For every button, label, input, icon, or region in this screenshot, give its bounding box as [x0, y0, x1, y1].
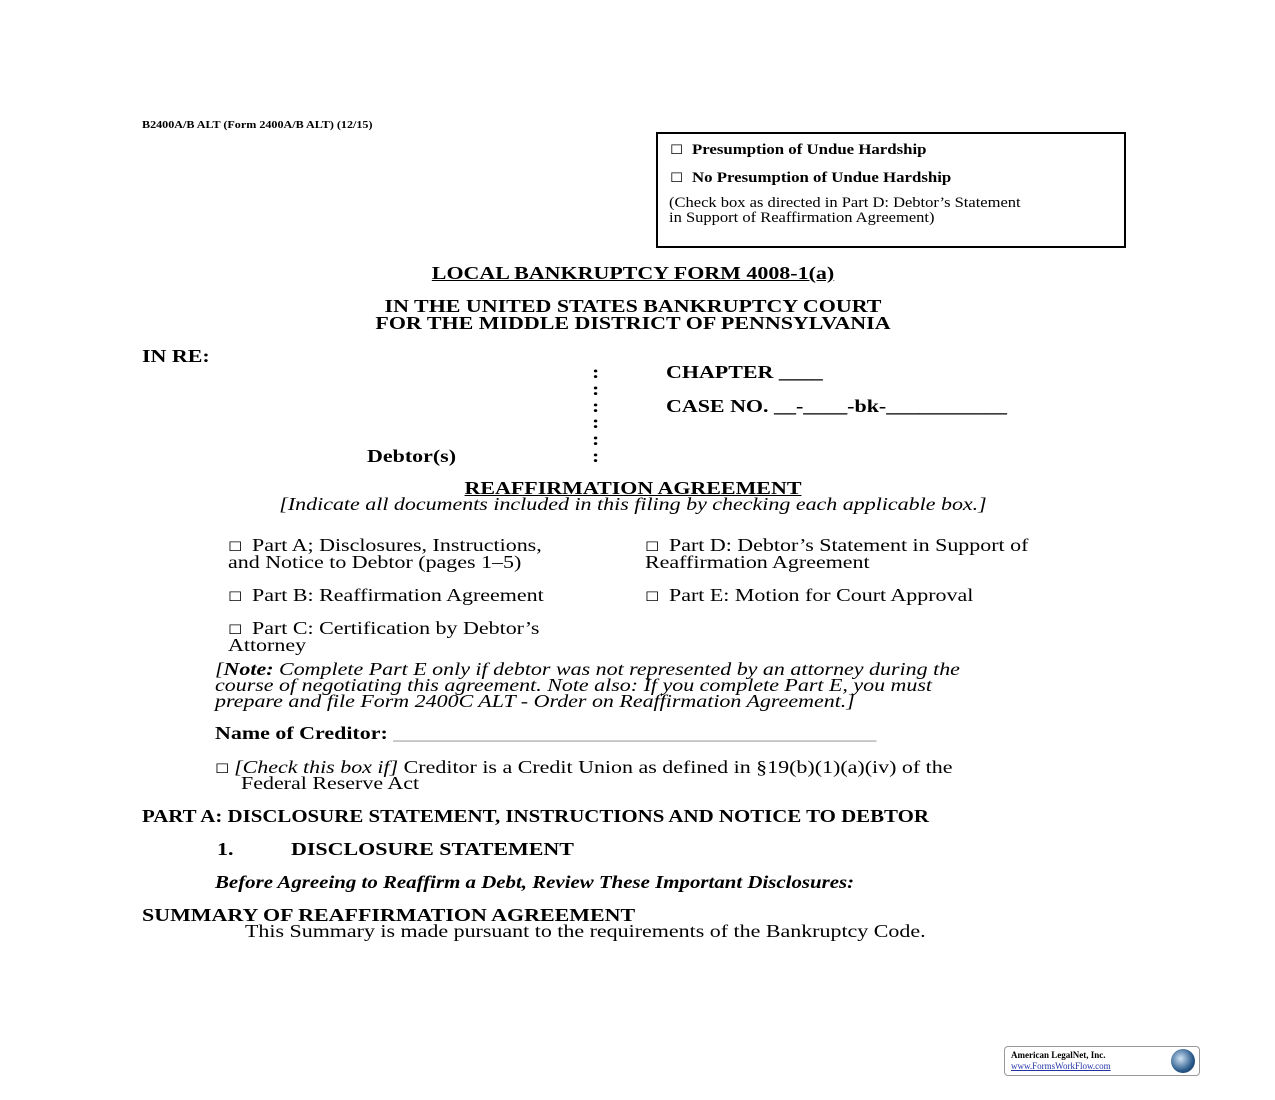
checkbox-icon[interactable]: ☐	[670, 171, 684, 186]
checkbox-icon[interactable]: ☐	[645, 540, 660, 555]
colon: :	[592, 412, 600, 432]
american-legalnet-logo[interactable]	[1004, 1046, 1200, 1076]
part-d-label-2: Reaffirmation Agreement	[645, 552, 870, 572]
part-b-label: Part B: Reaffirmation Agreement	[251, 585, 544, 605]
note-line-2: course of negotiating this agreement. Note also: If you complete Part E, you must	[215, 675, 933, 695]
part-a-label-2: and Notice to Debtor (pages 1–5)	[228, 552, 522, 572]
presumption-label: Presumption of Undue Hardship	[692, 142, 927, 158]
local-form-title: LOCAL BANKRUPTCY FORM 4008-1(a)	[431, 263, 835, 283]
no-presumption-label: No Presumption of Undue Hardship	[692, 170, 952, 186]
checkbox-icon[interactable]: ☐	[645, 590, 660, 605]
part-a-heading: PART A: DISCLOSURE STATEMENT, INSTRUCTIONS AND NOTICE TO DEBTOR	[142, 806, 929, 826]
court-line-1: IN THE UNITED STATES BANKRUPTCY COURT	[384, 296, 882, 316]
credit-union-text-2: Federal Reserve Act	[241, 773, 420, 793]
globe-icon	[1171, 1049, 1195, 1073]
summary-text: This Summary is made pursuant to the requirements of the Bankruptcy Code.	[245, 921, 926, 941]
part-a-label: Part A; Disclosures, Instructions,	[251, 535, 542, 555]
form-id: B2400A/B ALT (Form 2400A/B ALT) (12/15)	[142, 119, 373, 131]
part-c-label: Part C: Certification by Debtor’s	[251, 618, 540, 638]
creditor-name-field[interactable]: ____________________________________________	[393, 723, 877, 743]
hardship-note-2: in Support of Reaffirmation Agreement)	[669, 210, 935, 226]
note-text: Complete Part E only if debtor was not represented by an attorney during the	[273, 659, 960, 679]
credit-union-italic: [Check this box if]	[234, 757, 399, 777]
chapter-field[interactable]: CHAPTER ____	[666, 362, 823, 382]
colon: :	[592, 362, 600, 382]
colon: :	[592, 396, 600, 416]
part-d-label: Part D: Debtor’s Statement in Support of	[668, 535, 1029, 555]
debtor-label: Debtor(s)	[367, 446, 457, 466]
note-line-3: prepare and file Form 2400C ALT - Order on Reaffirmation Agreement.]	[215, 691, 855, 711]
part-e-label: Part E: Motion for Court Approval	[668, 585, 974, 605]
note-label: Note:	[223, 659, 274, 679]
part-e-option[interactable]	[645, 587, 973, 606]
credit-union-text: Creditor is a Credit Union as defined in §19(b)(1)(a)(iv) of the	[398, 757, 953, 777]
presumption-option[interactable]	[670, 142, 926, 159]
logo-url[interactable]: www.FormsWorkFlow.com	[1011, 1061, 1111, 1071]
section-number: 1.	[217, 839, 234, 859]
creditor-row	[215, 725, 876, 741]
note-line-1: [Note: Complete Part E only if debtor was not represented by an attorney during the	[215, 659, 960, 679]
logo-company: American LegalNet, Inc.	[1011, 1050, 1106, 1060]
part-c-label-2: Attorney	[228, 635, 307, 655]
colon: :	[592, 379, 600, 399]
agreement-title: REAFFIRMATION AGREEMENT	[464, 478, 802, 498]
court-line-2: FOR THE MIDDLE DISTRICT OF PENNSYLVANIA	[375, 313, 891, 333]
hardship-note-1: (Check box as directed in Part D: Debtor’s Statement	[669, 195, 1021, 211]
checkbox-icon[interactable]: ☐	[228, 540, 243, 555]
instruction: [Indicate all documents included in this filing by checking each applicable box.]	[279, 494, 987, 514]
checkbox-icon[interactable]: ☐	[215, 762, 230, 777]
case-number-field[interactable]: CASE NO. __-____-bk-___________	[666, 396, 1008, 416]
part-b-option[interactable]	[228, 587, 544, 606]
colon: :	[592, 446, 600, 466]
disclosure-intro: Before Agreeing to Reaffirm a Debt, Review These Important Disclosures:	[215, 872, 855, 892]
checkbox-icon[interactable]: ☐	[228, 623, 243, 638]
in-re: IN RE:	[142, 346, 210, 366]
colon: :	[592, 429, 600, 449]
checkbox-icon[interactable]: ☐	[670, 143, 684, 158]
summary-heading: SUMMARY OF REAFFIRMATION AGREEMENT	[142, 905, 636, 925]
creditor-label: Name of Creditor:	[215, 723, 388, 743]
no-presumption-option[interactable]	[670, 170, 951, 187]
section-title: DISCLOSURE STATEMENT	[291, 839, 574, 859]
checkbox-icon[interactable]: ☐	[228, 590, 243, 605]
